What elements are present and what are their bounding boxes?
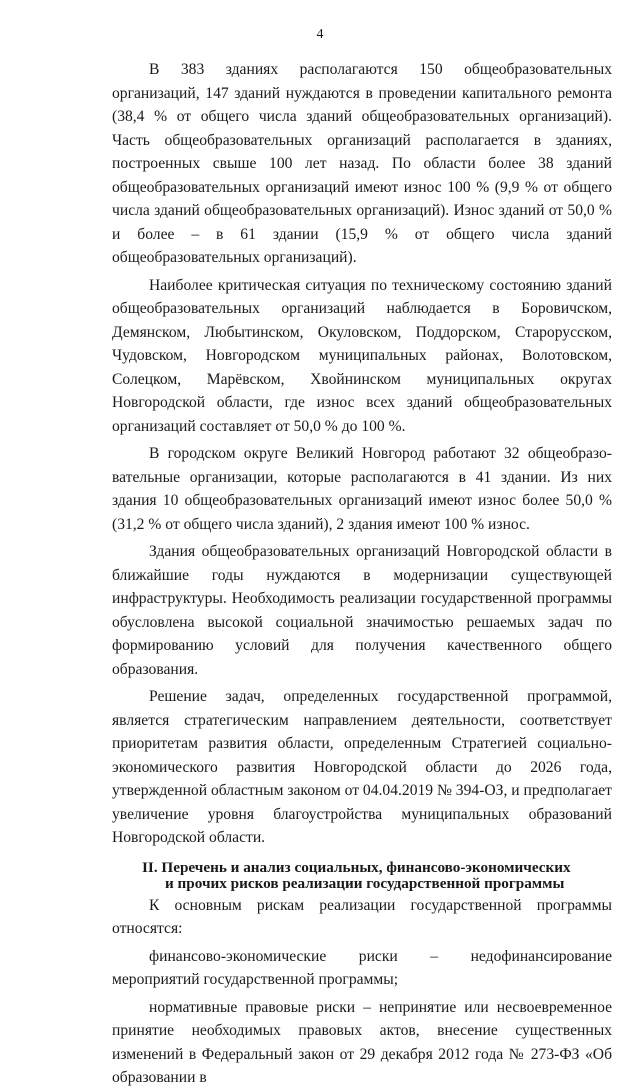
paragraph-strategy: Решение задач, определенных государственной программой, является стратегическим направлением деятельности, соответствует приоритетам развития области, определенным Стратегией социально-экономического развития Новгородской области до 2026 года, утвержденной областным законом от 04.04.2019 № 394-ОЗ, и предполагает увеличение уровня благоустройства муниципальных образований Новгородской области. bbox=[112, 688, 612, 846]
paragraph-legal-risks: нормативные правовые риски – непринятие или несвоевременное принятие необходимых правовых актов, внесение существенных изменений в Федеральный закон от 29 декабря 2012 года № 273-ФЗ «Об образовании в bbox=[112, 998, 612, 1086]
section-heading-line-2: и прочих рисков реализации государственной программы bbox=[165, 874, 565, 892]
document-body bbox=[112, 58, 612, 1090]
paragraph-buildings: В 383 зданиях располагаются 150 общеобразовательных организаций, 147 зданий нуждаются в проведении капитального ремонта (38,4 % от общего числа зданий общеобразовательных организаций). Часть общеобразовательных организаций располагается в зданиях, построенных свыше 100 лет назад. По области более 38 зданий общеобразовательных организаций имеют износ 100 % (9,9 % от общего числа зданий общеобразовательных организаций). Износ зданий от 50,0 % и более – в 61 здании (15,9 % от общего числа зданий общеобразовательных организаций). bbox=[112, 61, 612, 266]
page-number: 4 bbox=[316, 27, 324, 42]
paragraph-risks-intro: К основным рискам реализации государственной программы относятся: bbox=[112, 896, 612, 937]
paragraph-financial-risks: финансово-экономические риски – недофинансирование мероприятий государственной программы; bbox=[112, 947, 612, 988]
section-heading bbox=[112, 860, 612, 892]
section-heading-line-1: II. Перечень и анализ социальных, финансово-экономических bbox=[142, 858, 571, 876]
paragraph-modernization: Здания общеобразовательных организаций Новгородской области в ближайшие годы нуждаются в модернизации существующей инфраструктуры. Необходимость реализации государственной программы обусловлена высокой социальной значимостью решаемых задач по формированию условий для получения качественного общего образования. bbox=[112, 543, 612, 678]
paragraph-critical-situation: Наиболее критическая ситуация по техническому состоянию зданий общеобразовательных организаций наблюдается в Боровичском, Демянском, Любытинском, Окуловском, Поддорском, Старорусском, Чудовском, Новгородском муниципальных районах, Волотовском, Солецком, Марёвском, Хвойнинском муниципальных округах Новгородской области, где износ всех зданий общеобразовательных организаций составляет от 50,0 % до 100 %. bbox=[112, 276, 612, 435]
paragraph-veliky-novgorod: В городском округе Великий Новгород работают 32 общеобразо-вательные организации, которые располагаются в 41 здании. Из них здания 10 общеобразовательных организаций имеют износ более 50,0 % (31,2 % от общего числа зданий), 2 здания имеют 100 % износ. bbox=[112, 445, 612, 533]
